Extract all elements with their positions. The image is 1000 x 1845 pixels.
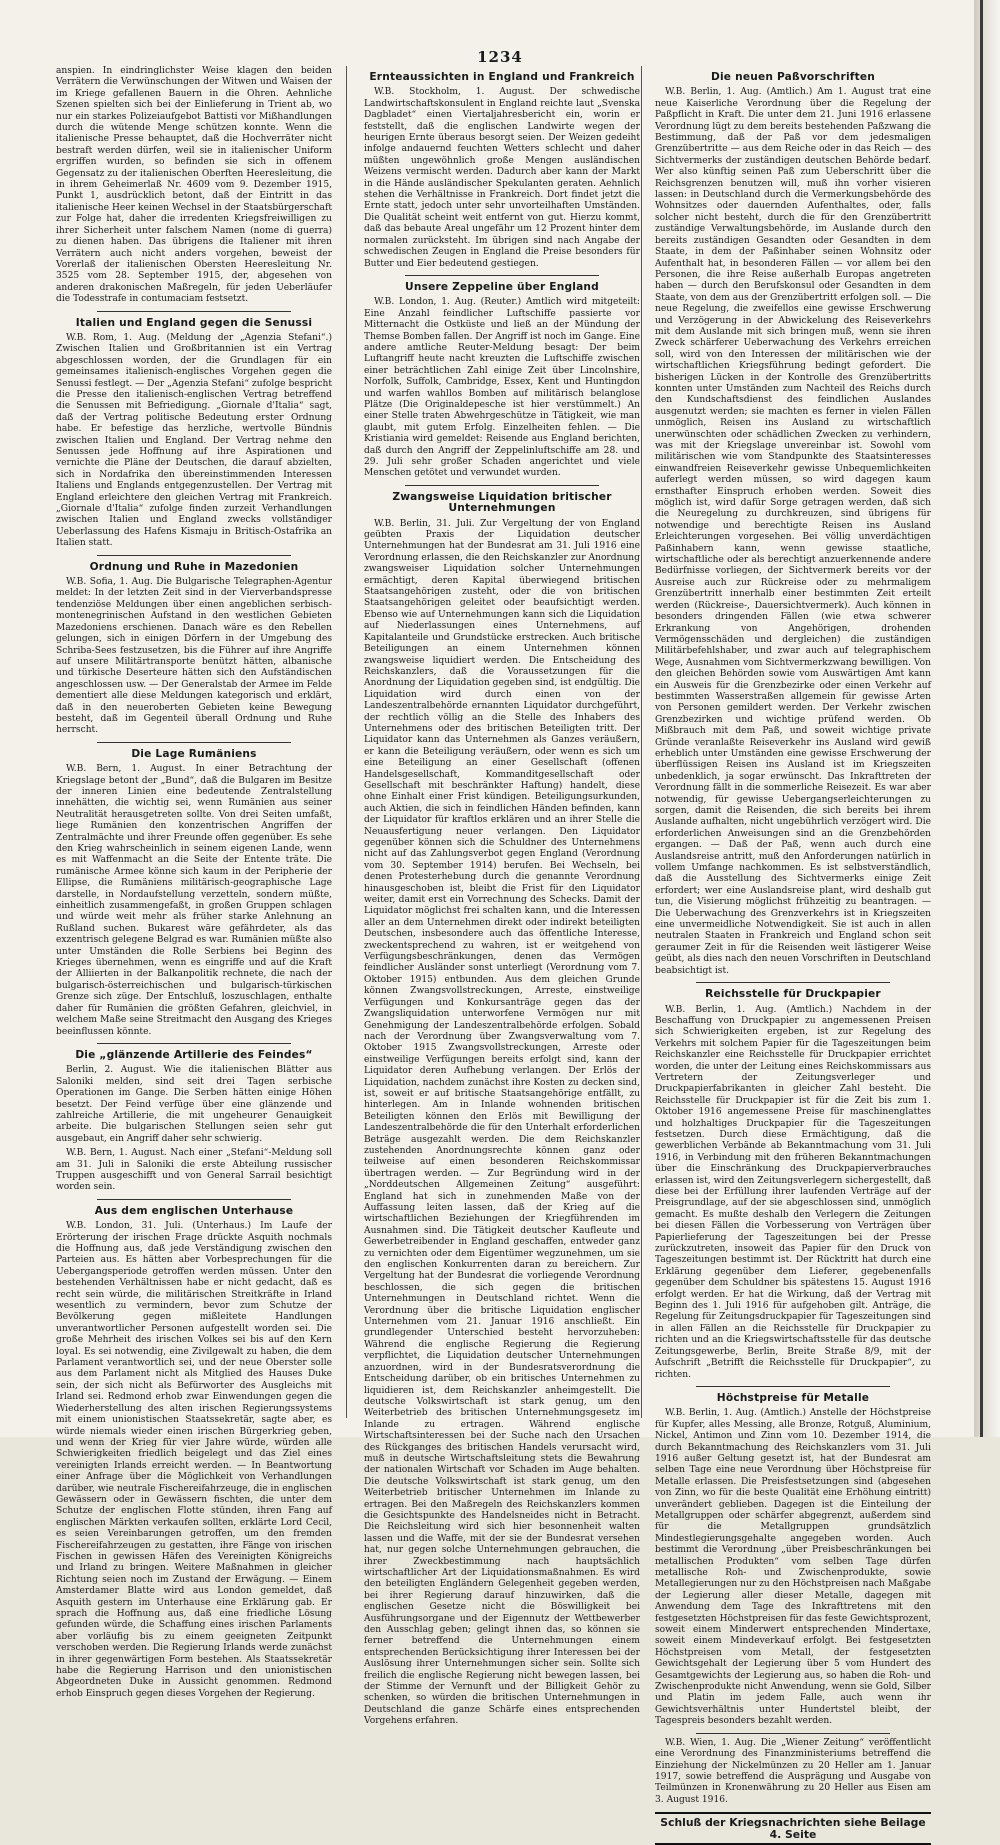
section-heading: Die neuen Paßvorschriften (710, 71, 876, 83)
column-rule-left (346, 66, 347, 1418)
divider (97, 311, 290, 312)
section-heading: Zwangsweise Liquidation britischer Unternehmungen (392, 490, 612, 515)
column-2 (364, 66, 641, 1727)
section-heading: Aus dem englischen Unterhause (94, 1204, 294, 1217)
article-paragraph: W.B. Berlin, 1. Aug. (Amtlich.) Nachdem in der Beschaffung von Druckpapier zu angemessenen Preisen sich Schwierigkeiten ergeben, ist zur Regelung des Verkehrs mit solchem Papier für die Tageszeitungen beim Reichskanzler eine Reichsstelle für Druckpapier errichtet worden, die unter der Leitung eines Reichskommissars aus Vertretern der Zeitungsverleger und Druckpapierfabrikanten in gleicher Zahl besteht. Die Reichsstelle für Druckpapier ist für die Zeit bis zum 1. Oktober 1916 angemessene Preise für maschinenglattes und holzhaltiges Druckpapier für die Tageszeitungen festsetzen. Durch diese Ermächtigung, daß die gewerblichen Verbände ab Bekanntmachung vom 31. Juli 1916, in Verbindung mit den früheren Bekanntmachungen über die Einschränkung des Druckpapierverbrauches erlassen ist, wird den Zeitungsverlegern sichergestellt, daß diese bei der Erfüllung ihrer laufenden Verträge auf der Preisgrundlage, auf der sie abgeschlossen sind, unmöglich gemacht. Es mußte deshalb den Verlegern die Zeitungen bei diesen Fällen die Vorbesserung von Verträgen über Papierlieferung der Tageszeitungen bei der Presse zurückzutreten, insoweit das Papier für den Druck von Tageszeitungen bestimmt ist. Der Rücktritt hat durch eine Erklärung gegenüber dem Lieferer, gegebenenfalls gegenüber dem Schuldner bis spätestens 15. August 1916 erfolgt werden. Er hat die Wirkung, daß der Vertrag mit Beginn des 1. Juli 1916 für aufgehoben gilt. Anträge, die Regelung für Zeitungsdruckpapier für Tageszeitungen sind in allen Fällen an die Reichsstelle für Druckpapier zu richten und an die Kriegswirtschaftsstelle für das deutsche Zeitungsgewerbe, Berlin, Breite Straße 8/9, mit der Aufschrift „Betrifft die Reichsstelle für Druckpapier“, zu richten. (655, 1004, 931, 1380)
intro-text: anspien. In eindringlichster Weise klagen den beiden Verrätern die Verwünschungen der Witwen und Waisen der im Kriege gefallenen Bauern in die Ohren. Aehnliche Szenen spielten sich bei der Einlieferung in Trient ab, wo nur ein starkes Polizeiaufgebot Battisti vor Mißhandlungen durch die wütende Menge schützen konnte. Wenn die italienische Presse behauptet, daß die Hochverräter nicht bestraft werden dürfen, weil sie in italienischer Uniform ergriffen wurden, so befinden sie sich in offenem Gegensatz zu der italienischen Oberften Heeresleitung, die in ihrem Geheimerlaß Nr. 4609 vom 9. Dezember 1915, Punkt 1, ausdrücklich betont, daß der Eintritt in das italienische Heer keinen Wechsel in der Staatsbürgerschaft zur Folge hat, daher die irredenten Kriegsfreiwilligen zu ihrer Sicherheit unter falschem Namen (nome di guerra) zu dienen haben. Das übrigens die Italiener mit ihren Verrätern auch nicht anders vorgehen, beweist der Vorerlaß der italienischen Obersten Heeresleitung Nr. 3525 vom 28. September 1915, der, abgesehen von anderen drakonischen Maßregeln, für jeden Ueberläufer die Todesstrafe in contumaciam festsetzt. (56, 66, 332, 305)
section-heading: Ordnung und Ruhe in Mazedonien (89, 560, 299, 573)
article-paragraph: W.B. Wien, 1. Aug. Die „Wiener Zeitung“ veröffentlicht eine Verordnung des Finanzministeriums betreffend die Einziehung der Nickelmünzen zu 20 Heller am 1. Januar 1917, sowie betreffend die Ausprägung und Ausgabe von Teilmünzen in Kronenwährung zu 20 Heller aus Eisen am 3. August 1916. (655, 1737, 931, 1805)
article-paragraph: W.B. Stockholm, 1. August. Der schwedische Landwirtschaftskonsulent in England reichte laut „Svenska Dagbladet“ einen Viertaljahresbericht ein, worin er feststellt, daß die englischen Landwirte wegen der heurigen Ernte überaus besorgt seien. Der Weizen gedeiht infolge andauernd feuchten Wetters schlecht und daher müßten ungewöhnlich große Mengen ausländischen Weizens vermischt werden. Dadurch aber kann der Markt in die Hände ausländischer Spekulanten geraten. Aehnlich stehen die Verhältnisse in Frankreich. Dort findet jetzt die Ernte statt, jedoch unter sehr unvorteilhaften Umständen. Die Qualität scheint weit entfernt von gut. Hierzu kommt, daß das bebaute Areal ungefähr um 12 Prozent hinter dem normalen zurücksteht. Im übrigen sind nach Angabe der schwedischen Zeugen in England die Preise besonders für Butter und Eier bedeutend gestiegen. (364, 87, 640, 269)
scan-edge (974, 0, 1000, 1437)
article-paragraph: W.B. Bern, 1. August. Nach einer „Stefani“-Meldung soll am 31. Juli in Saloniki die erste Abteilung russischer Truppen ausgeschifft und von General Sarrail besichtigt worden sein. (56, 1148, 332, 1193)
article-paragraph: W.B. Bern, 1. August. In einer Betrachtung der Kriegslage betont der „Bund“, daß die Bulgaren im Besitze der inneren Linien eine bedeutende Zentralstellung innehätten, die wichtig sei, wenn Rumänien aus seiner Neutralität herausgetreten sollte. Von drei Seiten umfaßt, liege Rumänien den konzentrischen Angriffen der Zentralmächte und ihrer Freunde offen gegenüber. Es sehe den Krieg wahrscheinlich in seinem eigenen Lande, wenn es mit Waffenmacht an die Seite der Entente träte. Die rumänische Armee könne sich kaum in der Peripherie der Ellipse, die Rumäniens militärisch-geographische Lage darstelle, in Nordaufstellung verzetteln, sondern müßte, einheitlich zusammengefaßt, in großen Gruppen schlagen und würde weit mehr als früher starke Anlehnung an Rußland suchen. Bukarest wäre gefährdeter, als das exzentrisch gelegene Belgrad es war. Rumänien müßte also unter Umständen die Rolle Serbiens bei Beginn des Krieges übernehmen, wenn es eingriffe und auf die Kraft der Alliierten in der Balkanpolitik rechnete, die nach der bulgarisch-österreichischen und bulgarisch-türkischen Grenze sich züge. Der Entschluß, loszuschlagen, enthalte daher für Rumänien die größten Gefahren, gleichviel, in welchem Maße seine Streitmacht den Ausgang des Krieges beeinflussen könnte. (56, 764, 332, 1037)
section-heading: Die Lage Rumäniens (131, 747, 257, 760)
divider (696, 1386, 889, 1387)
column-3 (655, 66, 931, 1841)
divider (696, 1733, 889, 1734)
section-heading: Unsere Zeppeline über England (405, 280, 599, 293)
section-heading: Ernteaussichten in England und Frankreich (369, 71, 635, 83)
column-1 (56, 66, 332, 1699)
divider (97, 742, 290, 743)
section-heading: Italien und England gegen die Senussi (75, 316, 313, 329)
divider (97, 1043, 290, 1044)
article-paragraph: W.B. Sofia, 1. Aug. Die Bulgarische Telegraphen-Agentur meldet: In der letzten Zeit sind in der Vierverbandspresse tendenziöse Meldungen über einen angeblichen serbisch-montenegrinischen Aufstand in den westlichen Gebieten Mazedoniens erschienen. Danach wäre es den Rebellen gelungen, sich in einigen Dörfern in der Umgebung des Schriba-Sees festzusetzen, bis die Führer auf ihre Angriffe auf unsere Militärtransporte benützt hätten, albanische und türkische Deserteure hätten sich den Aufständischen angeschlossen usw. — Der Generalstab der Armee im Felde dementiert alle diese Meldungen kategorisch und erklärt, daß in den neueroberten Gebieten keine Bewegung besteht, daß im Gegenteil überall Ordnung und Ruhe herrscht. (56, 577, 332, 736)
divider (97, 1199, 290, 1200)
article-paragraph: W.B. Berlin, 1. Aug. (Amtlich.) Am 1. August trat eine neue Kaiserliche Verordnung über die Regelung der Paßpflicht in Kraft. Die unter dem 21. Juni 1916 erlassene Verordnung lügt zu dem bereits bestehenden Paßzwang die Bestimmung, daß der Paß vor dem jedesmaligen Grenzübertritte — aus dem Reiche oder in das Reich — des Sichtvermerks der zuständigen deutschen Behörde bedarf. Wer also künftig seinen Paß zum Ueberschritt über die Reichsgrenzen benutzen will, muß ihn vorher visieren lassen: in Deutschland durch die Vermerkungsbehörde des Wohnsitzes oder dauernden Aufenthaltes, oder, falls solcher nicht besteht, durch die für den Grenzübertritt zuständige Verwaltungsbehörde, im Auslande durch den bereits zuständigen Gesandten oder Gesandten in dem Staate, in dem der Paßinhaber seinen Wohnsitz oder Aufenthalt hat, in besonderen Fällen — vor allem bei den Personen, die ihre Reise außerhalb Europas angetreten haben — durch den Berufskonsul oder Gesandten in dem Staate, von dem aus der Grenzübertritt erfolgen soll. — Die neue Regelung, die zweifellos eine gewisse Erschwerung und Verzögerung in der Abwickelung des Reiseverkehrs mit dem Auslande mit sich bringen muß, wenn sie ihren Zweck schärferer Ueberwachung des Verkehrs erreichen soll, wird von den Interessen der militärischen wie der wirtschaftlichen Kriegsführung bedingt gefordert. Die bisherigen Lücken in der Kontrolle des Grenzübertritts konnten unter Umständen zum Nachteil des Reichs durch den Kundschaftsdienst des feindlichen Auslandes ausgenutzt werden; sie machten es ferner in vielen Fällen unmöglich, Reisen ins Ausland zu wirtschaftlich unerwünschten oder schädlichen Zwecken zu verhindern, was mit der Kriegslage unvereinbar ist. Sowohl vom militärischen wie vom Standpunkte des Staatsinteresses einwandfreien Reiseverkehr gewisse Unbequemlichkeiten auferlegt werden müssen, so wird dagegen kaum ernsthafter Einspruch erhoben werden. Soweit dies möglich ist, wird dafür Sorge getragen werden, daß sich die Neuregelung zu durchkreuzen, sind übrigens für notwendige und berechtigte Reisen ins Ausland Erleichterungen vorgesehen. Bei völlig unverdächtigen Paßinhabern kann, wenn gewisse staatliche, wirtschaftliche oder als berechtigt anzuerkennende andere Bedürfnisse vorliegen, der Sichtvermerk bereits vor der Ausreise auch zur Rückreise oder zu mehrmaligem Grenzübertritt innerhalb einer bestimmten Zeit erteilt werden (Rückreise-, Dauersichtvermerk). Auch können in besonders dringenden Fällen (wie etwa schwerer Erkrankung von Angehörigen, drohenden Vermögensschäden und dergleichen) die zuständigen Militärbefehlshaber, und zwar auch auf telegraphischem Wege, Ausnahmen vom Sichtvermerkzwang bewilligen. Von den gleichen Behörden sowie vom Auswärtigen Amt kann ein Ausweis für die Grenzbezirke oder einen Verkehr auf bestimmten Wasserstraßen allgemein für gewisse Arten von Personen gemildert werden. Der Verkehr zwischen Grenzbezirken und wichtige prüfend werden. Ob Mißbrauch mit dem Paß, und soweit wichtige private Gründe veranlaßte Reiseverkehr ins Ausland wird gewiß erheblich unter Umständen eine gewisse Erschwerung der überflüssigen Reisen ins Ausland ist im Kriegszeiten unbedenklich, ja sogar erwünscht. Das Inkrafttreten der Verordnung fällt in die sommerliche Reisezeit. Es war aber notwendig, für gewisse Uebergangserleichterungen zu sorgen, damit die Reisenden, die sich bereits bei ihrem Auslande aufhalten, nicht ungebührlich verzögert wird. Die erforderlichen Anweisungen sind an die Grenzbehörden ergangen. — Daß der Paß, wenn auch durch eine Auslandsreise antritt, muß den Anforderungen natürlich in vollem Umfange nachkommen. Es ist selbstverständlich, daß die Ausstellung des Sichtvermerks einige Zeit erfordert; wer eine Auslandsreise plant, wird deshalb gut tun, die Visierung möglichst frühzeitig zu beantragen. — Die Ueberwachung des Grenzverkehrs ist in Kriegszeiten eine unvermeidliche Notwendigkeit. Sie ist auch in allen neutralen Staaten in Frankreich und England schon seit geraumer Zeit in für die Reisenden weit lästigerer Weise geübt, als dies nach den neuen Vorschriften in Deutschland beabsichtigt ist. (655, 87, 931, 976)
page-number: 1234 (477, 48, 523, 66)
article-paragraph: W.B. Berlin, 31. Juli. Zur Vergeltung der von England geübten Praxis der Liquidation deutscher Unternehmungen hat der Bundesrat am 31. Juli 1916 eine Verordnung erlassen, die den Reichskanzler zur Anordnung zwangsweiser Liquidation solcher Unternehmungen ermächtigt, deren Kapital überwiegend britischen Staatsangehörigen zusteht, oder die von britischen Staatsangehörigen geleitet oder beaufsichtigt werden. Ebenso wie auf Unternehmungen kann sich die Liquidation auf Niederlassungen eines Unternehmens, auf Kapitalanteile und Grundstücke erstrecken. Auch britische Beteiligungen an einem Unternehmen können zwangsweise liquidiert werden. Die Entscheidung des Reichskanzlers, daß die Voraussetzungen für die Anordnung der Liquidation gegeben sind, ist endgültig. Die Liquidation wird durch einen von der Landeszentralbehörde ernannten Liquidator durchgeführt, der rechtlich völlig an die Stelle des Inhabers des Unternehmens oder des britischen Beteiligten tritt. Der Liquidator kann das Unternehmen als Ganzes veräußern, er kann die Beteiligung veräußern, oder wenn es sich um eine Beteiligung an einer Gesellschaft (offenen Handelsgesellschaft, Kommanditgesellschaft oder Gesellschaft mit beschränkter Haftung) handelt, diese ohne Einhalt einer Frist kündigen. Beteiligungsurkunden, auch Aktien, die sich in feindlichen Händen befinden, kann der Liquidator für kraftlos erklären und an ihrer Stelle die Neuausfertigung neuer verlangen. Den Liquidator gegenüber können sich die Schuldner des Unternehmens nicht auf das Zahlungsverbot gegen England (Verordnung vom 30. September 1914) berufen. Bei Wechseln, bei denen Protesterhebung durch die genannte Verordnung hinausgeschoben ist, bleibt die Frist für den Liquidator weiter, damit erst ein Vorrechnung des Schecks. Damit der Liquidator möglichst frei schalten kann, und die Interessen aller an dem Unternehmen direkt oder indirekt beteiligten Deutschen, insbesondere auch das öffentliche Interesse, zweckentsprechend zu wahren, ist er weitgehend von Verfügungsbeschränkungen, denen das Vermögen feindlicher Ausländer sonst unterliegt (Verordnung vom 7. Oktober 1915) entbunden. Aus dem gleichen Grunde können Zwangsvollstreckungen, Arreste, einstweilige Verfügungen und Konkursanträge gegen das der Zwangsliquidation unterworfene Vermögen nur mit Genehmigung der Landeszentralbehörde erfolgen. Sobald nach der Verordnung über Zwangsverwaltung vom 7. Oktober 1915 Zwangsvollstreckungen, Arreste oder einstweilige Verfügungen bereits erfolgt sind, kann der Liquidator deren Aufhebung verlangen. Der Erlös der Liquidation, nachdem zunächst ihre Kosten zu decken sind, ist, soweit er auf britische Staatsangehörige entfällt, zu hinterlegen. Am in Inlande wohnenden britischen Beteiligten können den Erlös mit Bewilligung der Landeszentralbehörde die für den Unterhalt erforderlichen Beträge ausgezahlt werden. Die dem Reichskanzler zustehenden Anordnungsrechte können ganz oder teilweise auf einen besonderen Reichskommissar übertragen werden. — Zur Begründung wird in der „Norddeutschen Allgemeinen Zeitung“ ausgeführt: England hat sich in zunehmenden Maße von der Auffassung leiten lassen, daß der Krieg auf die wirtschaftlichen Beziehungen der Kriegführenden im Ausnahmen sind. Die Tätigkeit deutscher Kaufleute und Gewerbetreibender in England geschaffen, entweder ganz zu vernichten oder dem Eigentümer wegzunehmen, um sie den englischen Konkurrenten daran zu bereichern. Zur Vergeltung hat der Bundesrat die vorliegende Verordnung beschlossen, die sich gegen die britischen Unternehmungen in Deutschland richtet. Wenn die Verordnung über die britische Liquidation englischer Unternehmen vom 21. Januar 1916 anschließt. Ein grundlegender Unterschied besteht hervorzuheben: Während die englische Regierung die Regierung verpflichtet, die Liquidation deutscher Unternehmungen anzuordnen, wird in der Bundesratsverordnung die Entscheidung darüber, ob ein britisches Unternehmen zu liquidieren ist, dem Reichskanzler anheimgestellt. Die deutsche Volkswirtschaft ist stark genug, um den Weiterbetrieb des britischen Unternehmungsgesetz im Inlande zu ertragen. Während englische Wirtschaftsinteressen bei der Suche nach den Ursachen des Rückganges des britischen Handels verursacht wird, muß in deutsche Wirtschaftsleitung stets die Bewahrung der nationalen Wirtschaft vor Schaden im Auge behalten. Die deutsche Volkswirtschaft ist stark genug, um den Weiterbetrieb britischer Unternehmen im Inlande zu ertragen. Bei den Maßregeln des Reichskanzlers kommen die Gesichtspunkte des Handelsneides nicht in Betracht. Die Reichsleitung wird sich hier besonnenheit walten lassen und die Waffe, mit der sie der Bundesrat versehen hat, nur gegen solche Unternehmungen gebrauchen, die ihrer Zweckbestimmung nach hauptsächlich wirtschaftlicher Art der Liquidationsmaßnahmen. Es wird den beteiligten Engländern Gelegenheit gegeben werden, bei ihrer Regierung darauf hinzuwirken, daß die englischen Gesetze nicht die Böswilligkeit bei Ausführungsorgane und der Eigennutz der Wettbewerber den Ausschlag geben; gelingt ihnen das, so können sie ferner betreffend die Unternehmungen einem entsprechenden Berücksichtigung ihrer Interessen bei der Auslösung ihrer Unternehmungen sicher sein. Sollte sich freilich die englische Regierung nicht bewegen lassen, bei der Stimme der Vernunft und der Billigkeit Gehör zu schenken, so würden die britischen Unternehmungen in Deutschland die ganze Schärfe eines entsprechenden Vorgehens erfahren. (364, 518, 640, 1727)
divider (405, 485, 598, 486)
divider (696, 982, 889, 983)
section-heading: Höchstpreise für Metalle (716, 1391, 870, 1404)
divider (405, 275, 598, 276)
article-paragraph: W.B. London, 31. Juli. (Unterhaus.) Im Laufe der Erörterung der irischen Frage drückte Asquith nochmals die Hoffnung aus, daß jede Verständigung zwischen den Parteien aus. Es hätten aber Vorbesprechungen für die Uebergangsperiode getroffen werden müssen. Unter den bestehenden Verhältnissen habe er nicht gedacht, daß es recht sein würde, die militärischen Streitkräfte in Irland wesentlich zu vermindern, bevor zum Schutze der Bevölkerung gegen mißleitete Handlungen unverantwortlicher Personen aufgestellt worden sei. Die große Mehrheit des irischen Volkes sei bis auf den Kern loyal. Es sei notwendig, eine Zivilgewalt zu haben, die dem Parlament verantwortlich sei, und der neue Oberster solle aus dem Parlament nicht als Mitglied des Hauses Duke sein, der sich nicht als Befürworter des Ausgleichs mit Irland sei. Redmond erhob zwar Einwendungen gegen die Wiederherstellung des alten irischen Regierungssystems mit einem unionistischen Staatssekretär, sagte aber, es würde niemals wieder einen irischen Bürgerkrieg geben, und wenn der Krieg für vier Jahre würde, würden alle Schwierigkeiten friedlich beigelegt und das Ziel eines vereinigten Irlands erreicht werden. — In Beantwortung einer Anfrage über die Möglichkeit von Verhandlungen darüber, wie neutrale Fischereifahrzeuge, die in englischen Gewässern oder in Gewässern fischten, die unter dem Schutze der englischen Flotte stünden, ihren Fang auf englischen Märkten verkaufen sollten, erklärte Lord Cecil, es seien Vereinbarungen getroffen, um den fremden Fischereifahrzeugen zu gestatten, ihre Fänge von irischen Fischen in gewissen Häfen des Vereinigten Königreichs und Irland zu bringen. Weitere Maßnahmen in gleicher Richtung seien noch im Zustand der Erwägung. — Einem Amsterdamer Blatte wird aus London gemeldet, daß Asquith gestern im Unterhause eine Erklärung gab. Er sprach die Hoffnung aus, daß eine friedliche Lösung gefunden würde, die Schaffung eines irischen Parlaments aber vorläufig bis zu einem geeigneten Zeitpunkt verschoben werden. Die Regierung Irlands werde zunächst in ihrer gegenwärtigen Form bestehen. Als Staatssekretär habe die Regierung Harrison und den unionistischen Abgeordneten Duke in Aussicht genommen. Redmond erhob Einspruch gegen dieses Vorgehen der Regierung. (56, 1221, 332, 1699)
footer-notice: Schluß der Kriegsnachrichten siehe Beilage 4. Seite (655, 1812, 931, 1845)
section-heading: Reichsstelle für Druckpapier (705, 988, 881, 1001)
article-paragraph: Berlin, 2. August. Wie die italienischen Blätter aus Saloniki melden, sind seit drei Tagen serbische Operationen im Gange. Die Serben hätten einige Höhen besetzt. Der Feind verfüge über eine glänzende und zahlreiche Artillerie, die mit ungeheurer Genauigkeit arbeite. Die bulgarischen Stellungen seien sehr gut ausgebaut, ein Angriff daher sehr schwierig. (56, 1065, 332, 1144)
binding-line (980, 0, 983, 1437)
column-rule-right (641, 66, 642, 1418)
divider (97, 555, 290, 556)
article-paragraph: W.B. Berlin, 1. Aug. (Amtlich.) Anstelle der Höchstpreise für Kupfer, alles Messing, alle Bronze, Rotguß, Aluminium, Nickel, Antimon und Zinn vom 10. Dezember 1914, die durch Bekanntmachung des Reichskanzlers vom 31. Juli 1916 außer Geltung gesetzt ist, hat der Bundesrat am selben Tage eine neue Verordnung über Höchstpreise für Metalle erlassen. Die Preisfestsetzungen sind (abgesehen von Zinn, wo für die beste Qualität eine Erhöhung eintritt) unverändert geblieben. Dagegen ist die Einteilung der Metallgruppen oder schärfer abgegrenzt, außerdem sind für die Metallgruppen grundsätzlich Mindestlegierungsgehalte angegeben worden. Auch bestimmt die Verordnung „über Preisbeschränkungen bei metallischen Produkten“ vom selben Tage dürfen metallische Roh- und Zwischenprodukte, sowie Metallegierungen nur zu den Höchstpreisen nach Maßgabe der Legierung aller dieser Metalle, dagegen mit Anwendung dem Tage des Inkrafttretens mit den festgesetzten Höchstpreisen für das feste Gewichtsprozent, soweit einem Minderwert entsprechenden Mindertaxe, soweit einem Mindeverkauf erfolgt. Bei festgesetzten Höchstpreisen vom Metall, der festgesetzten Gewichtsgehalt der Legierung über 5 vom Hundert des Gesamtgewichts der Legierung aus, so haben die Roh- und Zwischenprodukte nicht Anwendung, wenn sie Gold, Silber und Platin im jedem Falle, auch wenn ihr Gewichtsverhältnis unter Hundertstel bleibt, der Tagespreis besonders bezahlt werden. (655, 1408, 931, 1727)
article-paragraph: W.B. Rom, 1. Aug. (Meldung der „Agenzia Stefani“.) Zwischen Italien und Großbritannien ist ein Vertrag abgeschlossen worden, der die Grundlagen für ein gemeinsames italienisch-englisches Vorgehen gegen die Senussi festlegt. — Der „Agenzia Stefani“ zufolge bespricht die Presse den italienisch-englischen Vertrag betreffend die Senussen mit Befriedigung. „Giornale d'Italia“ sagt, daß der Vertrag politische Bedeutung erster Ordnung habe. Er befestige das herzliche, wertvolle Bündnis zwischen Italien und England. Der Vertrag nehme den Senussen jede Hoffnung auf ihre Aspirationen und vernichte die Pläne der Deutschen, die darauf abzielten, sich in Nordafrika den übereinstimmenden Interessen Italiens und Englands entgegenzustellen. Der Vertrag mit England erleichtere den gleichen Vertrag mit Frankreich. „Giornale d'Italia“ zufolge finden zurzeit Verhandlungen zwischen Italien und England zwecks vollständiger Ueberlassung des Hafens Kismaju in Britisch-Ostafrika an Italien statt. (56, 332, 332, 549)
section-heading: Die „glänzende Artillerie des Feindes“ (75, 1048, 313, 1061)
article-paragraph: W.B. London, 1. Aug. (Reuter.) Amtlich wird mitgeteilt: Eine Anzahl feindlicher Luftschiffe passierte vor Mitternacht die Ostküste und ließ an der Mündung der Themse Bomben fallen. Der Angriff ist noch im Gange. Eine andere amtliche Reuter-Meldung besagt: Der beim Luftangriff heute nacht kreuzten die Luftschiffe zwischen einer beträchtlichen Zahl einige Zeit über Lincolnshire, Norfolk, Suffolk, Cambridge, Essex, Kent und Huntingdon und warfen wahllos Bomben auf militärisch belanglose Plätze (Die Originaldepesche ist hier verstümmelt.) An einer Stelle traten Abwehrgeschütze in Tätigkeit, wie man glaubt, mit gutem Erfolg. Einzelheiten fehlen. — Die Kristiania wird gemeldet: Reisende aus England berichten, daß durch den Angriff der Zeppelinluftschiffe am 28. und 29. Juli sehr großer Schaden angerichtet und viele Menschen getötet und verwundet wurden. (364, 297, 641, 479)
